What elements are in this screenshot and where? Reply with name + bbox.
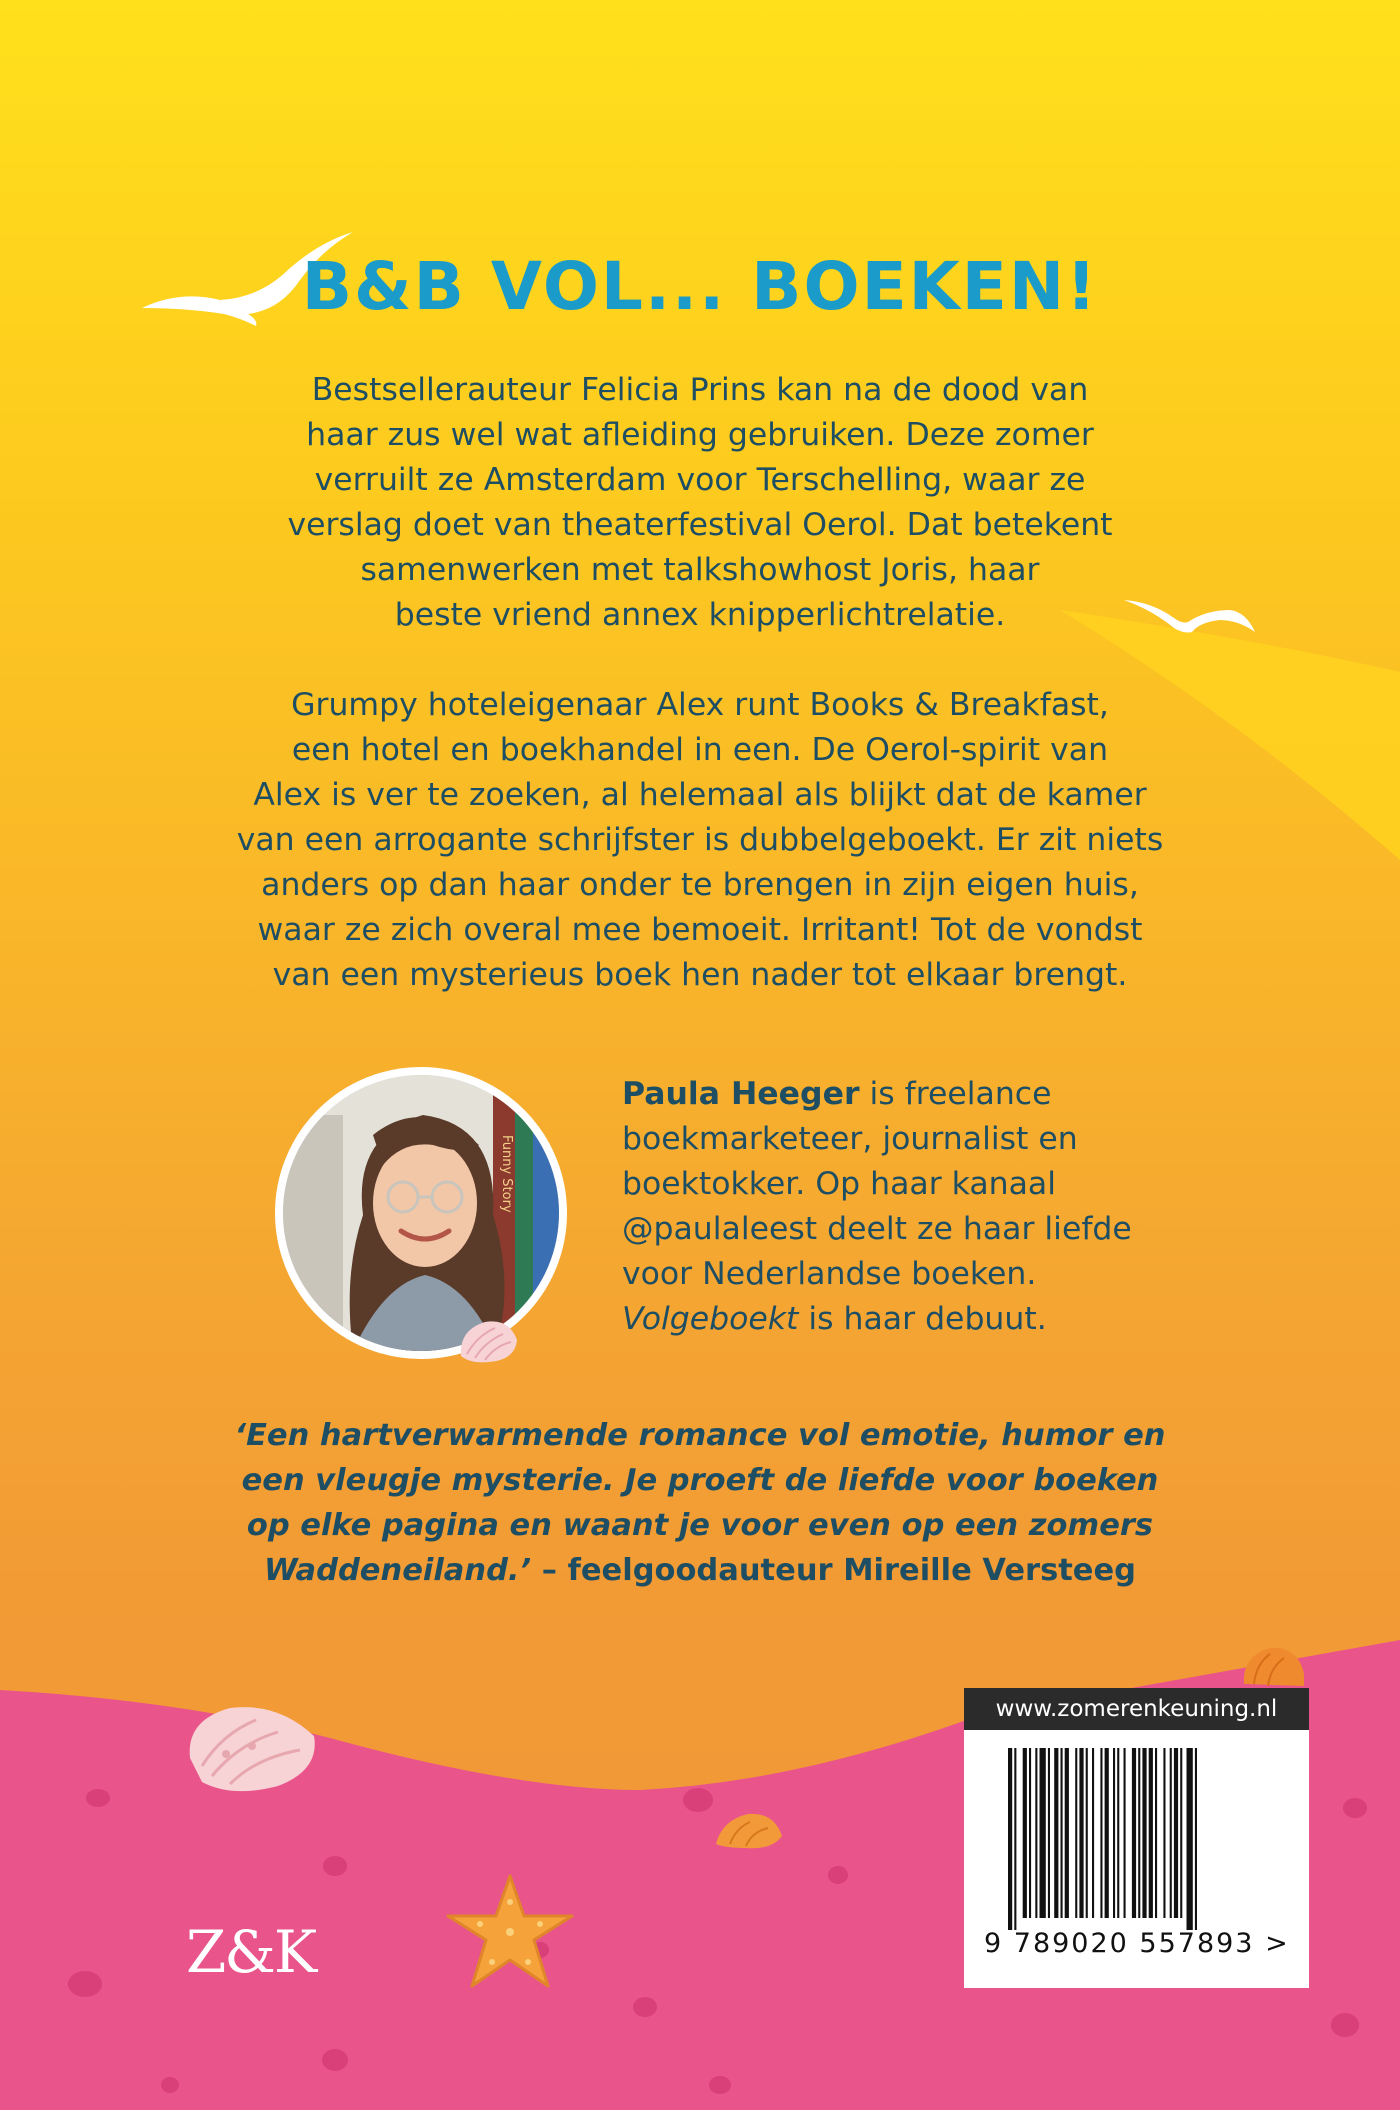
blurb-line: haar zus wel wat afleiding gebruiken. Deze zomer bbox=[306, 417, 1094, 453]
bio-line bbox=[622, 1072, 1182, 1117]
seashell-icon bbox=[1240, 1644, 1306, 1688]
barcode-bar bbox=[1048, 1748, 1050, 1918]
barcode-bar bbox=[1079, 1748, 1083, 1918]
bio-text: is haar debuut. bbox=[798, 1301, 1047, 1337]
bio-line: boektokker. Op haar kanaal bbox=[622, 1166, 1056, 1202]
quote-line: ‘Een hartverwarmende romance vol emotie, humor en bbox=[234, 1418, 1166, 1453]
author-name: Paula Heeger bbox=[622, 1076, 860, 1112]
barcode-bar bbox=[1075, 1748, 1077, 1918]
barcode bbox=[964, 1688, 1309, 1988]
quote-line bbox=[200, 1548, 1200, 1593]
barcode-bar bbox=[1065, 1748, 1069, 1918]
barcode-bar bbox=[1029, 1748, 1031, 1918]
photo-book-spine-text: Funny Story bbox=[499, 1135, 514, 1213]
barcode-bar bbox=[1113, 1748, 1115, 1918]
barcode-bar bbox=[1105, 1748, 1109, 1918]
barcode-bar bbox=[1023, 1748, 1027, 1918]
blurb-line: Bestsellerauteur Felicia Prins kan na de dood van bbox=[311, 372, 1089, 408]
blurb-line: anders op dan haar onder te brengen in zijn eigen huis, bbox=[261, 867, 1139, 903]
blurb-line: Alex is ver te zoeken, al helemaal als blijkt dat de kamer bbox=[253, 777, 1147, 813]
barcode-bar bbox=[1035, 1748, 1037, 1918]
blurb-line: een hotel en boekhandel in een. De Oerol-spirit van bbox=[291, 732, 1109, 768]
barcode-bar bbox=[1008, 1748, 1012, 1930]
bio-line: voor Nederlandse boeken. bbox=[622, 1256, 1037, 1292]
barcode-bar bbox=[1195, 1748, 1197, 1930]
quote-attribution: – feelgoodauteur Mireille Versteeg bbox=[531, 1553, 1137, 1588]
quote-line: op elke pagina en waant je voor even op een zomers bbox=[246, 1508, 1154, 1543]
barcode-bar bbox=[1092, 1748, 1094, 1918]
barcode-bar bbox=[1174, 1748, 1178, 1918]
author-photo bbox=[275, 1067, 567, 1359]
bio-line: @paulaleest deelt ze haar liefde bbox=[622, 1211, 1132, 1247]
blurb-line: samenwerken met talkshowhost Joris, haar bbox=[360, 552, 1040, 588]
seashell-icon bbox=[182, 1700, 322, 1796]
barcode-bar bbox=[1124, 1748, 1126, 1918]
book-title: Volgeboekt bbox=[622, 1301, 799, 1337]
blurb-line: waar ze zich overal mee bemoeit. Irritant! Tot de vondst bbox=[257, 912, 1143, 948]
blurb-paragraph-2 bbox=[200, 683, 1200, 998]
barcode-bar bbox=[1132, 1748, 1136, 1918]
barcode-bar bbox=[1117, 1748, 1119, 1918]
publisher-logo: Z&K bbox=[186, 1918, 316, 1986]
seashell-icon bbox=[455, 1316, 521, 1366]
barcode-bar bbox=[1086, 1748, 1088, 1918]
starfish-icon bbox=[444, 1872, 576, 1992]
blurb-line: van een mysterieus boek hen nader tot elkaar brengt. bbox=[272, 957, 1128, 993]
barcode-bar bbox=[1138, 1748, 1140, 1918]
barcode-bar bbox=[1040, 1748, 1046, 1918]
blurb-line: beste vriend annex knipperlichtrelatie. bbox=[394, 597, 1006, 633]
quote-line: een vleugje mysterie. Je proeft de liefde voor boeken bbox=[241, 1463, 1159, 1498]
barcode-bar bbox=[1014, 1748, 1016, 1930]
bio-line bbox=[622, 1297, 1182, 1342]
quote-end: Waddeneiland.’ bbox=[263, 1553, 532, 1588]
barcode-bar bbox=[1100, 1748, 1102, 1918]
barcode-bar bbox=[1163, 1748, 1165, 1918]
blurb-line: verslag doet van theaterfestival Oerol. Dat betekent bbox=[287, 507, 1113, 543]
blurb-paragraph-1 bbox=[200, 368, 1200, 638]
barcode-bar bbox=[1155, 1748, 1157, 1918]
barcode-bar bbox=[1149, 1748, 1153, 1918]
barcode-bar bbox=[1187, 1748, 1193, 1930]
publisher-url: www.zomerenkeuning.nl bbox=[964, 1688, 1309, 1730]
barcode-bar bbox=[1180, 1748, 1182, 1918]
cover-title: B&B VOL... BOEKEN! bbox=[301, 248, 1099, 325]
barcode-bar bbox=[1170, 1748, 1172, 1918]
barcode-bar bbox=[1142, 1748, 1146, 1918]
seashell-icon bbox=[712, 1806, 784, 1850]
review-quote bbox=[200, 1413, 1200, 1593]
barcode-bar bbox=[1061, 1748, 1063, 1918]
blurb-line: verruilt ze Amsterdam voor Terschelling, waar ze bbox=[314, 462, 1086, 498]
author-portrait-image bbox=[283, 1075, 559, 1351]
barcode-bar bbox=[1054, 1748, 1058, 1918]
author-bio bbox=[622, 1072, 1182, 1342]
bio-line: boekmarketeer, journalist en bbox=[622, 1121, 1078, 1157]
isbn-digits: 9 789020 557893 > bbox=[984, 1928, 1290, 1959]
blurb-line: van een arrogante schrijfster is dubbelgeboekt. Er zit niets bbox=[236, 822, 1164, 858]
blurb-line: Grumpy hoteleigenaar Alex runt Books & Breakfast, bbox=[291, 687, 1109, 723]
bio-text: is freelance bbox=[859, 1076, 1052, 1112]
